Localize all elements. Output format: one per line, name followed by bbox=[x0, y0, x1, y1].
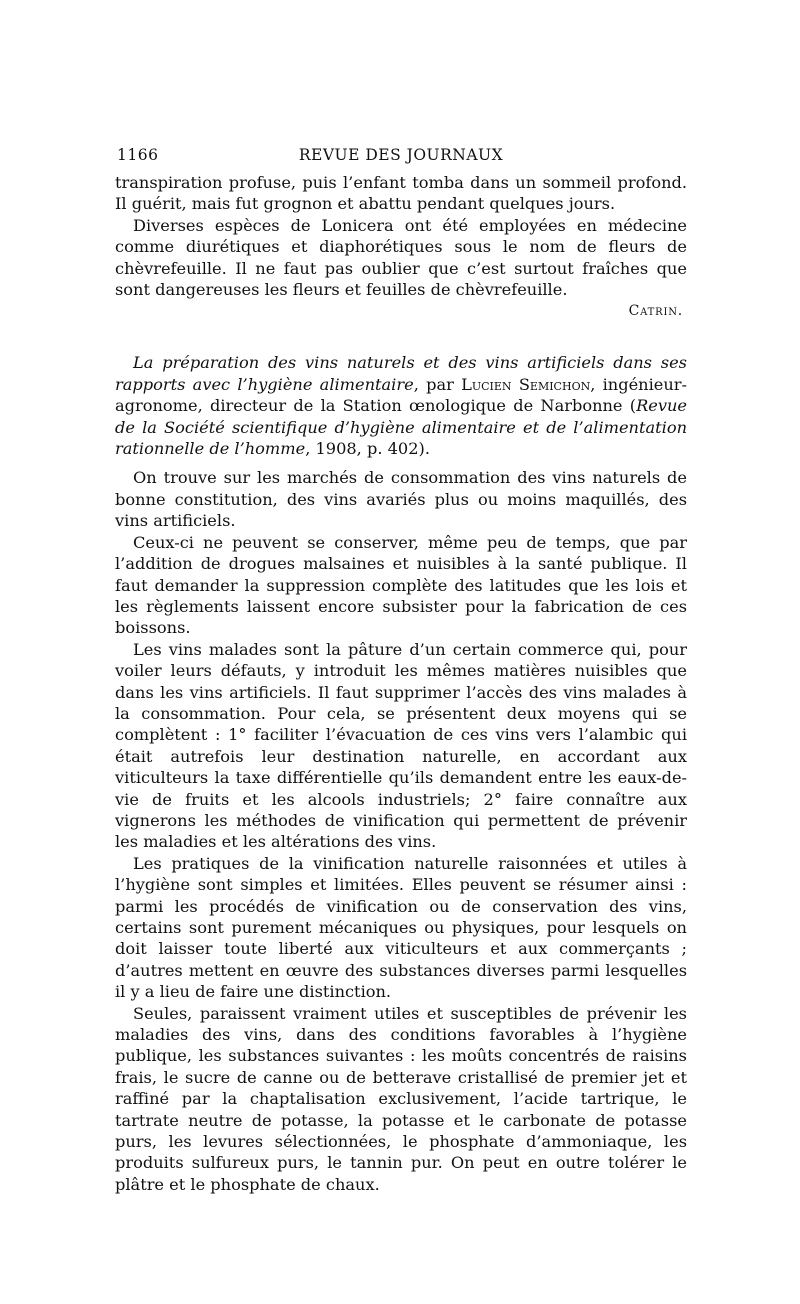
author-role: , ingénieur-agronome, directeur de la Station œnologique de Narbonne ( bbox=[115, 374, 687, 416]
article-author: Lucien Semichon bbox=[461, 374, 591, 394]
body-paragraph: Ceux-ci ne peuvent se conserver, même peu de temps, que par l’addition de drogues malsaines et nuisibles à la santé publique. Il faut demander la suppression complète des latitudes que les lois et les règlements laissent encore subsister pour la fabrication de ces boissons. bbox=[115, 532, 687, 638]
body-paragraph: On trouve sur les marchés de consommation des vins naturels de bonne constitution, des vins avariés plus ou moins maquillés, des vins artificiels. bbox=[115, 468, 687, 531]
page-number: 1166 bbox=[117, 146, 159, 164]
journal-title: Revue de la Société scientifique d’hygiène alimentaire et de l’alimentation rationnelle de l’homme bbox=[115, 396, 687, 459]
paragraph-continuation: transpiration profuse, puis l’enfant tomba dans un sommeil profond. Il guérit, mais fut grognon et abattu pendant quelques jours. bbox=[115, 173, 687, 214]
body-paragraph: Seules, paraissent vraiment utiles et susceptibles de prévenir les maladies des vins, dans des conditions favorables à l’hygiène publique, les substances suivantes : les moûts concentrés de raisins frais, le sucre de canne ou de betterave cristallisé de premier jet et raffiné par la chaptalisation exclusivement, l’acide tartrique, le tartrate neutre de potasse, la potasse et le carbonate de potasse purs, les levures sélectionnées, le phosphate d’ammoniaque, les produits sulfureux purs, le tannin pur. On peut en outre tolérer le plâtre et le phosphate de chaux. bbox=[115, 1003, 687, 1194]
article-reference bbox=[115, 352, 687, 459]
body-paragraph: Les pratiques de la vinification naturelle raisonnées et utiles à l’hygiène sont simples et limitées. Elles peuvent se résumer ainsi : parmi les procédés de vinification ou de conservation des vins, certains sont purement mécaniques ou physiques, pour lesquels on doit laisser toute liberté aux viticulteurs et aux commerçants ; d’autres mettent en œuvre des substances diverses parmi lesquelles il y a lieu de faire une distinction. bbox=[115, 853, 687, 1002]
year-page: , 1908, p. 402). bbox=[305, 439, 430, 459]
body-paragraph: Les vins malades sont la pâture d’un certain commerce qui, pour voiler leurs défauts, y introduit les mêmes matières nuisibles que dans les vins artificiels. Il faut supprimer l’accès des vins malades à la consommation. Pour cela, se présentent deux moyens qui se complètent : 1° faciliter l’évacuation de ces vins vers l’alambic qui était autrefois leur destination naturelle, en accordant aux viticulteurs la taxe différentielle qu’ils demandent entre les eaux-de-vie de fruits et les alcools industriels; 2° faire connaître aux vignerons les méthodes de vinification qui permettent de prévenir les maladies et les altérations des vins. bbox=[115, 639, 687, 852]
reference-by: , par bbox=[413, 374, 462, 394]
author-signature: Catrin. bbox=[628, 303, 683, 320]
paragraph-lonicera: Diverses espèces de Lonicera ont été employées en médecine comme diurétiques et diaphorétiques sous le nom de fleurs de chèvrefeuille. Il ne faut pas oublier que c’est surtout fraîches que sont dangereuses les fleurs et feuilles de chèvrefeuille. bbox=[115, 215, 687, 300]
running-header bbox=[115, 144, 687, 172]
article-title: La préparation des vins naturels et des vins artificiels dans ses rapports avec l’hygiène alimentaire bbox=[115, 353, 687, 394]
running-title: REVUE DES JOURNAUX bbox=[298, 146, 504, 164]
document-page bbox=[115, 144, 687, 1195]
